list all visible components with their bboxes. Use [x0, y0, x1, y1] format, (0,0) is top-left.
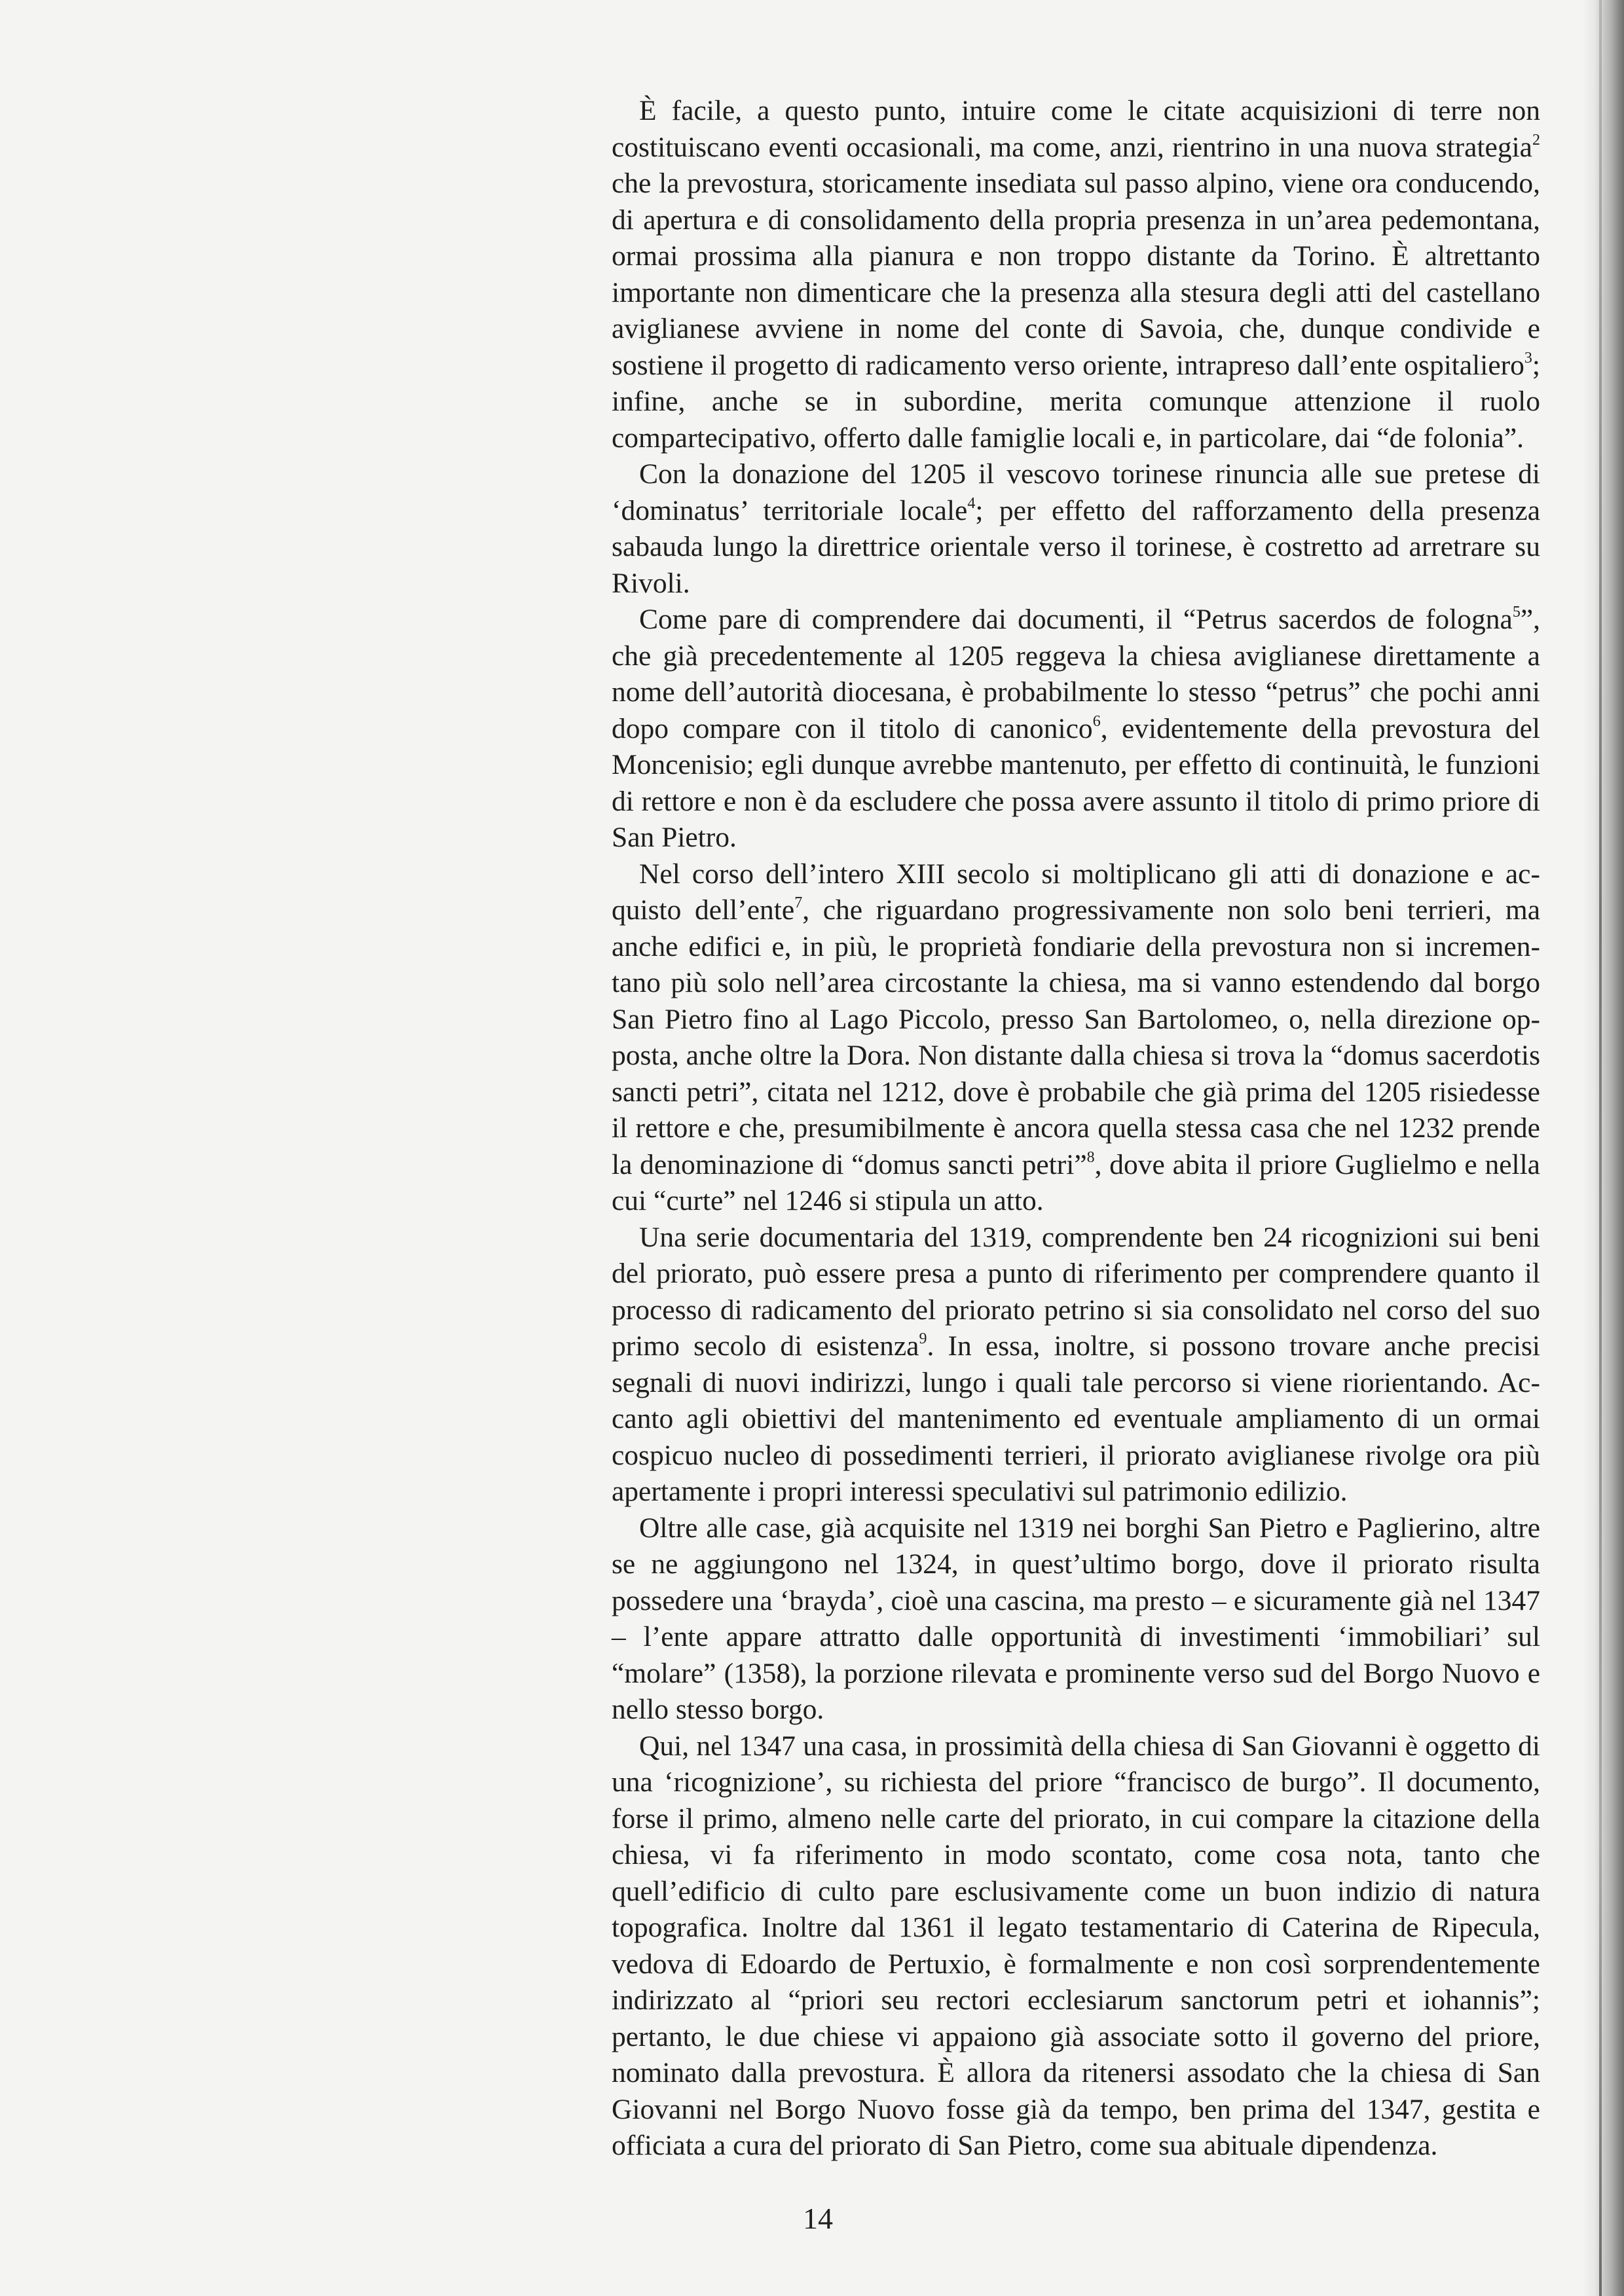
paragraph	[612, 1728, 1540, 2164]
text-run: Con la donazione del 1205 il vescovo torinese rinuncia alle sue pretese di ‘dominatus’ territoriale locale	[612, 458, 1540, 526]
footnote-marker: 7	[794, 894, 803, 911]
paragraph	[612, 856, 1540, 1220]
text-run: ; per effetto del rafforzamento della presenza sabauda lungo la direttrice orientale verso il torinese, è costretto ad arretrare su Rivoli.	[612, 494, 1540, 599]
text-run: Una serie documentaria del 1319, comprendente ben 24 ricognizioni sui beni del priorato, può essere presa a punto di riferimento per comprendere quanto il processo di radicamento del priorato petrino si sia consolidato nel corso del suo primo secolo di esistenza	[612, 1221, 1540, 1362]
paragraph	[612, 93, 1540, 456]
footnote-marker: 3	[1524, 349, 1532, 367]
binding-shadow	[1582, 0, 1624, 2296]
text-run: . In essa, inoltre, si possono trovare anche precisi segnali di nuovi indirizzi, lungo i quali tale percorso si viene riorientando. Accanto agli obiettivi del mantenimento ed eventuale ampliamento di un ormai cospicuo nucleo di possedimenti terrieri, il priorato aviglianese rivolge ora più apertamente i propri interessi speculativi sul patrimonio edilizio.	[612, 1330, 1540, 1507]
paragraph	[612, 456, 1540, 602]
text-run: , che riguardano progressivamente non solo beni terrieri, ma anche edifici e, in più, le proprietà fondiarie della prevostura non si incrementano più solo nell’area circostante la chiesa, ma si vanno estendendo dal borgo San Pietro fino al Lago Piccolo, presso San Bartolomeo, o, nella direzione opposta, anche oltre la Dora. Non distante dalla chiesa si trova la “domus sacerdotis sancti petri”, citata nel 1212, dove è probabile che già prima del 1205 risiedesse il rettore e che, presumibilmente è ancora quella stessa casa che nel 1232 prende la denominazione di “domus sancti petri”	[612, 894, 1541, 1180]
paragraph	[612, 1220, 1540, 1510]
text-run: Oltre alle case, già acquisite nel 1319 nei borghi San Pietro e Paglierino, altre se ne aggiungono nel 1324, in quest’ultimo borgo, dove il priorato risulta possedere una ‘brayda’, cioè una cascina, ma presto – e sicuramente già nel 1347 – l’ente appare attratto dalle opportunità di investimenti ‘immobiliari’ sul “molare” (1358), la porzione rilevata e prominente verso sud del Borgo Nuovo e nello stesso borgo.	[612, 1512, 1540, 1725]
text-run: Come pare di comprendere dai documenti, il “Petrus sacerdos de fologna	[639, 604, 1513, 635]
text-run: ; infine, anche se in subordine, merita comunque attenzione il ruolo compartecipativo, offerto dalle famiglie locali e, in particolare, dai “de folonia”.	[612, 349, 1540, 454]
paragraph	[612, 602, 1540, 856]
binding-edge	[1599, 0, 1602, 2296]
footnote-marker: 8	[1086, 1148, 1095, 1166]
text-run: , evidentemente della prevostura del Moncenisio; egli dunque avrebbe mantenuto, per effetto di continuità, le funzioni di rettore e non è da escludere che possa avere assunto il titolo di primo priore di San Pietro.	[612, 712, 1540, 853]
text-run: , dove abita il priore Guglielmo e nella cui “curte” nel 1246 si stipula un atto.	[612, 1148, 1540, 1216]
text-run: che la prevostura, storicamente insediata sul passo alpino, viene ora conducendo, di apertura e di consolidamento della propria presenza in un’area pedemontana, ormai prossima alla pianura e non troppo distante da Torino. È altrettanto importante non dimenticare che la presenza alla stesura degli atti del castellano aviglianese avviene in nome del conte di Savoia, che, dunque condivide e sostiene il progetto di radicamento verso oriente, intrapreso dall’ente ospitaliero	[612, 168, 1540, 381]
footnote-marker: 9	[919, 1330, 927, 1347]
text-run: È facile, a questo punto, intuire come le citate acquisizioni di terre non costituiscano eventi occasionali, ma come, anzi, rientrino in una nuova strategia	[612, 95, 1540, 163]
paragraph	[612, 1510, 1540, 1728]
footnote-marker: 5	[1512, 604, 1521, 621]
text-run: ”, che già precedentemente al 1205 reggeva la chiesa aviglianese direttamente a nome dell’autorità diocesana, è probabilmente lo stesso “petrus” che pochi anni dopo compare con il titolo di canonico	[612, 604, 1540, 744]
footnote-marker: 4	[967, 494, 976, 512]
text-run: Nel corso dell’intero XIII secolo si moltiplicano gli atti di donazione e acquisto dell’ente	[612, 858, 1540, 926]
footnote-marker: 6	[1092, 712, 1101, 730]
text-run: Qui, nel 1347 una casa, in prossimità della chiesa di San Giovanni è oggetto di una ‘ricognizione’, su richiesta del priore “francisco de burgo”. Il documento, forse il primo, almeno nelle carte del priorato, in cui compare la citazione della chiesa, vi fa riferimento in modo scontato, come cosa nota, tanto che quell’edificio di culto pare esclusivamente come un buon indizio di natura topografica. Inoltre dal 1361 il legato testamentario di Caterina de Ripecula, vedova di Edoardo de Pertuxio, è formalmente e non così sorprendentemente indirizzato al “priori seu rectori ecclesiarum sanctorum petri et iohannis”; pertanto, le due chiese vi appaiono già associate sotto il governo del priore, nominato dalla prevostura. È allora da ritenersi assodato che la chiesa di San Giovanni nel Borgo Nuovo fosse già da tempo, ben prima del 1347, gestita e officiata a cura del priorato di San Pietro, come sua abituale dipendenza.	[612, 1730, 1540, 2161]
page-number: 14	[803, 2202, 833, 2235]
body-text	[612, 93, 1540, 2164]
footnote-marker: 2	[1532, 131, 1540, 149]
